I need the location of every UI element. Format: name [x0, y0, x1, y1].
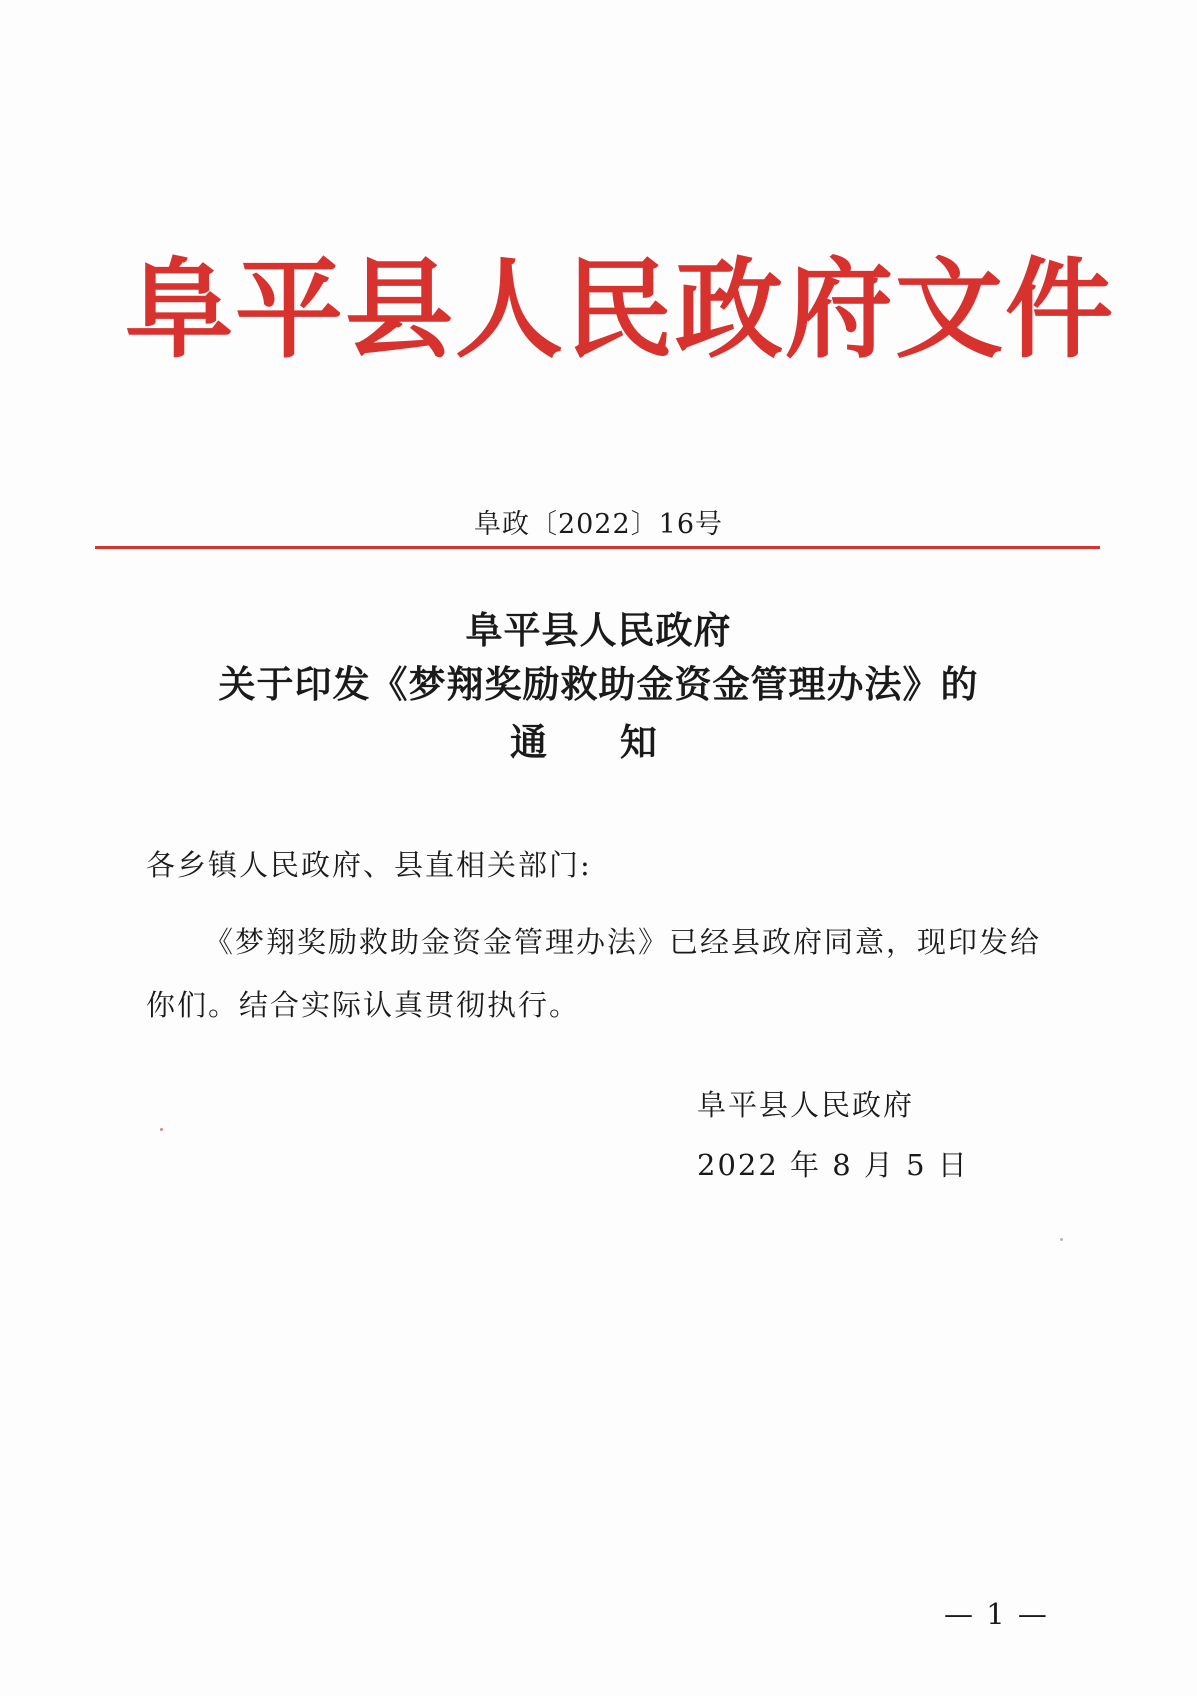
- page-number: — 1 —: [944, 1597, 1049, 1631]
- notice-title-line-2: 关于印发《梦翔奖励救助金资金管理办法》的: [218, 662, 979, 706]
- masthead-title: 阜平县人民政府文件: [125, 247, 1116, 373]
- salutation: 各乡镇人民政府、县直相关部门:: [146, 848, 592, 882]
- signing-authority: 阜平县人民政府: [697, 1088, 915, 1122]
- red-separator-line: [95, 546, 1100, 549]
- document-number: 阜政〔2022〕16号: [473, 509, 724, 540]
- scan-speck: [1060, 1238, 1063, 1241]
- body-paragraph: 《梦翔奖励救助金资金管理办法》已经县政府同意，现印发给你们。结合实际认真贯彻执行。: [146, 925, 1042, 1022]
- notice-title-line-3: 通 知: [510, 720, 687, 764]
- notice-title-line-1: 阜平县人民政府: [465, 608, 732, 652]
- scan-speck: [160, 1128, 163, 1131]
- issue-date: 2022 年 8 月 5 日: [697, 1148, 969, 1182]
